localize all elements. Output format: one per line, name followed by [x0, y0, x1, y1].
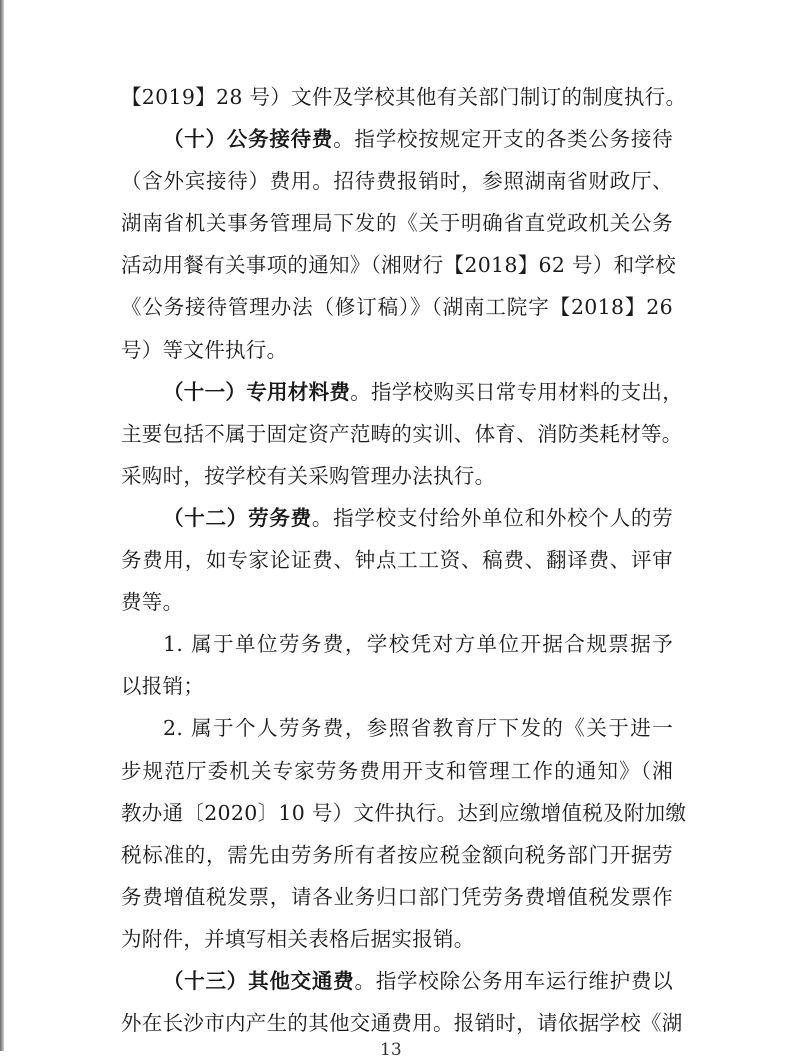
document-body — [121, 76, 687, 1044]
line-text: 。指学校支付给外单位和外校个人的劳 — [311, 505, 673, 530]
line-text: 。指学校按规定开支的各类公务接待 — [333, 127, 673, 152]
text-line — [121, 918, 673, 960]
text-line — [121, 202, 673, 244]
text-line — [121, 329, 673, 371]
line-text: 税标准的，需先由劳务所有者按应税金额向税务部门开据劳 — [121, 842, 673, 867]
text-line — [121, 792, 687, 834]
text-line — [121, 76, 687, 118]
text-line — [121, 413, 683, 455]
section-heading: （十一）专用材料费 — [163, 379, 351, 404]
line-text: 。指学校购买日常专用材料的支出， — [350, 379, 684, 404]
line-text: 2. 属于个人劳务费，参照省教育厅下发的《关于进一 — [163, 716, 673, 741]
line-text: 采购时，按学校有关采购管理办法执行。 — [121, 463, 496, 488]
section-heading: （十二）劳务费 — [163, 505, 312, 530]
text-line — [121, 455, 673, 497]
text-line — [121, 750, 673, 792]
text-line — [121, 960, 673, 1002]
line-text: 费等。 — [121, 590, 184, 615]
text-line — [121, 707, 673, 749]
line-text: 。指学校除公务用车运行维护费以 — [354, 968, 674, 993]
text-line — [121, 286, 673, 328]
text-line — [121, 876, 673, 918]
section-heading: （十）公务接待费 — [163, 127, 334, 152]
text-line — [121, 371, 684, 413]
line-text: 【2019】28 号）文件及学校其他有关部门制订的制度执行。 — [121, 85, 687, 109]
text-line — [121, 1002, 683, 1044]
text-line — [121, 497, 673, 539]
line-text: 主要包括不属于固定资产范畴的实训、体育、消防类耗材等。 — [121, 421, 683, 446]
section-heading: （十三）其他交通费 — [163, 968, 355, 993]
line-text: 务费增值税发票，请各业务归口部门凭劳务费增值税发票作 — [121, 884, 673, 909]
line-text: 《公务接待管理办法（修订稿）》（湖南工院字【2018】26 — [121, 295, 673, 320]
text-line — [121, 539, 673, 581]
page-number: 13 — [380, 1040, 402, 1060]
line-text: 1. 属于单位劳务费，学校凭对方单位开据合规票据予 — [163, 632, 673, 657]
text-line — [121, 118, 673, 160]
line-text: 号）等文件执行。 — [121, 337, 288, 362]
text-line — [121, 244, 677, 286]
line-text: （含外宾接待）费用。招待费报销时，参照湖南省财政厅、 — [121, 169, 673, 194]
line-text: 教办通〔2020〕10 号）文件执行。达到应缴增值税及附加缴 — [121, 800, 687, 825]
scan-page-edge — [0, 0, 4, 1051]
line-text: 外在长沙市内产生的其他交通费用。报销时，请依据学校《湖 — [121, 1011, 683, 1036]
text-line — [121, 581, 673, 623]
text-line — [121, 623, 673, 665]
line-text: 以报销； — [121, 674, 205, 699]
text-line — [121, 834, 673, 876]
line-text: 步规范厅委机关专家劳务费用开支和管理工作的通知》（湘 — [121, 758, 673, 783]
text-line — [121, 665, 673, 707]
line-text: 湖南省机关事务管理局下发的《关于明确省直党政机关公务 — [121, 211, 673, 236]
line-text: 务费用，如专家论证费、钟点工工资、稿费、翻译费、评审 — [121, 548, 673, 573]
line-text: 活动用餐有关事项的通知》（湘财行【2018】62 号）和学校 — [121, 253, 677, 278]
line-text: 为附件，并填写相关表格后据实报销。 — [121, 926, 475, 951]
text-line — [121, 160, 673, 202]
